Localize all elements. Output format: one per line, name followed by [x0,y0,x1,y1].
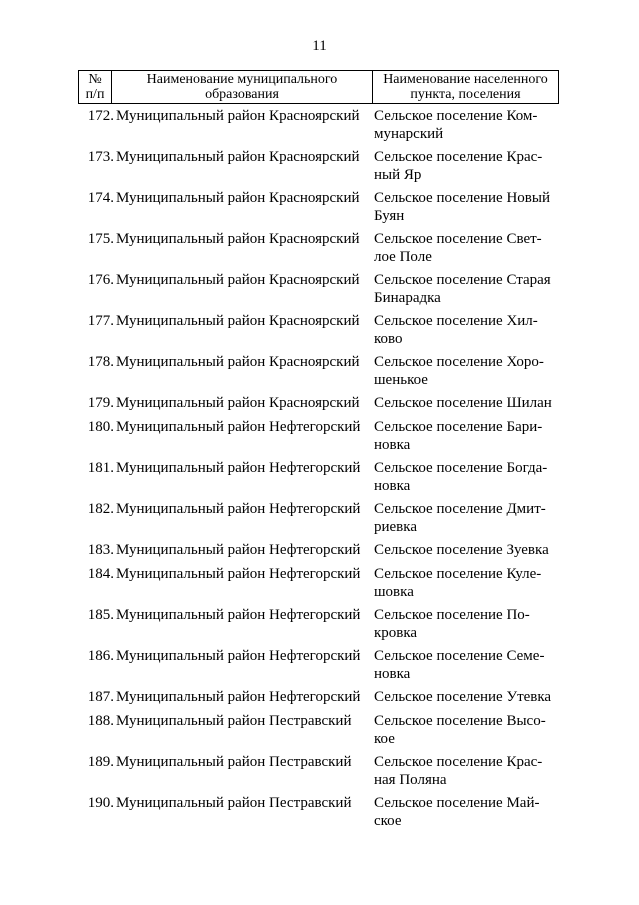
table-row [0,794,639,832]
row-municipality: Муниципальный район Красноярский [116,231,360,247]
table-row [0,459,639,497]
row-settlement-line: кровка [374,625,418,641]
row-municipality: Муниципальный район Нефтегорский [116,542,361,558]
row-settlement-line: Сельское поселение Ком- [374,108,538,124]
table-row [0,712,639,750]
table-row [0,271,639,309]
row-settlement [374,394,560,412]
row-municipality: Муниципальный район Пестравский [116,754,352,770]
table-row [0,189,639,227]
row-settlement [374,688,560,706]
row-municipality: Муниципальный район Нефтегорский [116,607,361,623]
header-municipality-line: Наименование муниципального [146,72,338,87]
row-number: 182. [87,501,114,517]
table-row [0,606,639,644]
row-settlement-line: кое [374,731,395,747]
table-row [0,500,639,538]
row-settlement-line: Сельское поселение Хоро- [374,354,544,370]
row-settlement [374,230,560,266]
table-row [0,312,639,350]
row-settlement [374,271,560,307]
row-settlement-line: Буян [374,208,405,224]
table-header [78,70,559,104]
table-row [0,107,639,145]
table-row [0,148,639,186]
row-settlement [374,565,560,601]
row-number: 179. [87,395,114,411]
row-number: 180. [87,419,114,435]
row-number: 187. [87,689,114,705]
row-settlement [374,459,560,495]
row-settlement-line: Сельское поселение Крас- [374,754,543,770]
row-municipality: Муниципальный район Красноярский [116,108,360,124]
row-settlement-line: Бинарадка [374,290,441,306]
row-municipality: Муниципальный район Нефтегорский [116,648,361,664]
header-settlement-line: пункта, поселения [410,87,521,102]
row-settlement-line: мунарский [374,126,444,142]
row-settlement [374,647,560,683]
row-settlement-line: лое Поле [374,249,432,265]
row-municipality: Муниципальный район Красноярский [116,272,360,288]
table-row [0,353,639,391]
row-settlement [374,148,560,184]
row-settlement-line: шовка [374,584,414,600]
header-settlement-line: Наименование населенного [383,72,548,87]
row-settlement-line: новка [374,478,411,494]
row-number: 188. [87,713,114,729]
row-number: 178. [87,354,114,370]
header-number-line: № [88,72,102,87]
row-municipality: Муниципальный район Красноярский [116,313,360,329]
row-settlement [374,312,560,348]
row-municipality: Муниципальный район Нефтегорский [116,689,361,705]
row-number: 186. [87,648,114,664]
row-municipality: Муниципальный район Нефтегорский [116,501,361,517]
row-settlement-line: риевка [374,519,417,535]
table-row [0,647,639,685]
header-municipality-line: образования [205,87,279,102]
row-municipality: Муниципальный район Нефтегорский [116,419,361,435]
row-settlement-line: Сельское поселение Куле- [374,566,542,582]
row-settlement-line: ная Поляна [374,772,447,788]
row-settlement-line: Сельское поселение Новый [374,190,550,206]
header-municipality [112,71,373,104]
row-number: 174. [87,190,114,206]
row-number: 189. [87,754,114,770]
row-settlement-line: ный Яр [374,167,422,183]
row-settlement [374,794,560,830]
row-settlement-line: Сельское поселение Хил- [374,313,538,329]
row-settlement-line: Сельское поселение Май- [374,795,540,811]
row-settlement [374,541,560,559]
row-number: 185. [87,607,114,623]
table-row [0,418,639,456]
table-row [0,565,639,603]
row-settlement-line: Сельское поселение Зуевка [374,542,549,558]
row-number: 184. [87,566,114,582]
row-number: 173. [87,149,114,165]
row-settlement [374,107,560,143]
header-number-line: п/п [85,87,105,102]
row-settlement-line: Сельское поселение По- [374,607,530,623]
row-settlement [374,712,560,748]
row-municipality: Муниципальный район Красноярский [116,354,360,370]
table-row [0,230,639,268]
row-municipality: Муниципальный район Нефтегорский [116,460,361,476]
row-settlement-line: Сельское поселение Шилан [374,395,552,411]
row-settlement-line: Сельское поселение Богда- [374,460,548,476]
row-settlement-line: Сельское поселение Крас- [374,149,543,165]
row-settlement-line: шенькое [374,372,428,388]
row-settlement-line: Сельское поселение Семе- [374,648,545,664]
row-number: 172. [87,108,114,124]
row-number: 183. [87,542,114,558]
row-municipality: Муниципальный район Пестравский [116,795,352,811]
row-settlement [374,606,560,642]
row-municipality: Муниципальный район Пестравский [116,713,352,729]
row-municipality: Муниципальный район Красноярский [116,395,360,411]
header-settlement [373,71,559,104]
row-settlement [374,189,560,225]
row-settlement-line: Сельское поселение Старая [374,272,551,288]
row-settlement-line: Сельское поселение Высо- [374,713,546,729]
row-settlement-line: Сельское поселение Утевка [374,689,552,705]
row-municipality: Муниципальный район Красноярский [116,190,360,206]
row-number: 181. [87,460,114,476]
row-number: 175. [87,231,114,247]
table-row [0,753,639,791]
row-settlement-line: новка [374,437,411,453]
row-number: 177. [87,313,114,329]
row-number: 176. [87,272,114,288]
row-municipality: Муниципальный район Нефтегорский [116,566,361,582]
row-settlement-line: ково [374,331,403,347]
page-number: 11 [312,38,327,54]
header-number [79,71,112,104]
row-settlement [374,353,560,389]
row-settlement [374,500,560,536]
row-settlement-line: Сельское поселение Дмит- [374,501,546,517]
row-municipality: Муниципальный район Красноярский [116,149,360,165]
row-settlement-line: Сельское поселение Свет- [374,231,542,247]
row-settlement [374,753,560,789]
row-settlement-line: ское [374,813,402,829]
row-settlement [374,418,560,454]
row-settlement-line: новка [374,666,411,682]
row-number: 190. [87,795,114,811]
row-settlement-line: Сельское поселение Бари- [374,419,543,435]
